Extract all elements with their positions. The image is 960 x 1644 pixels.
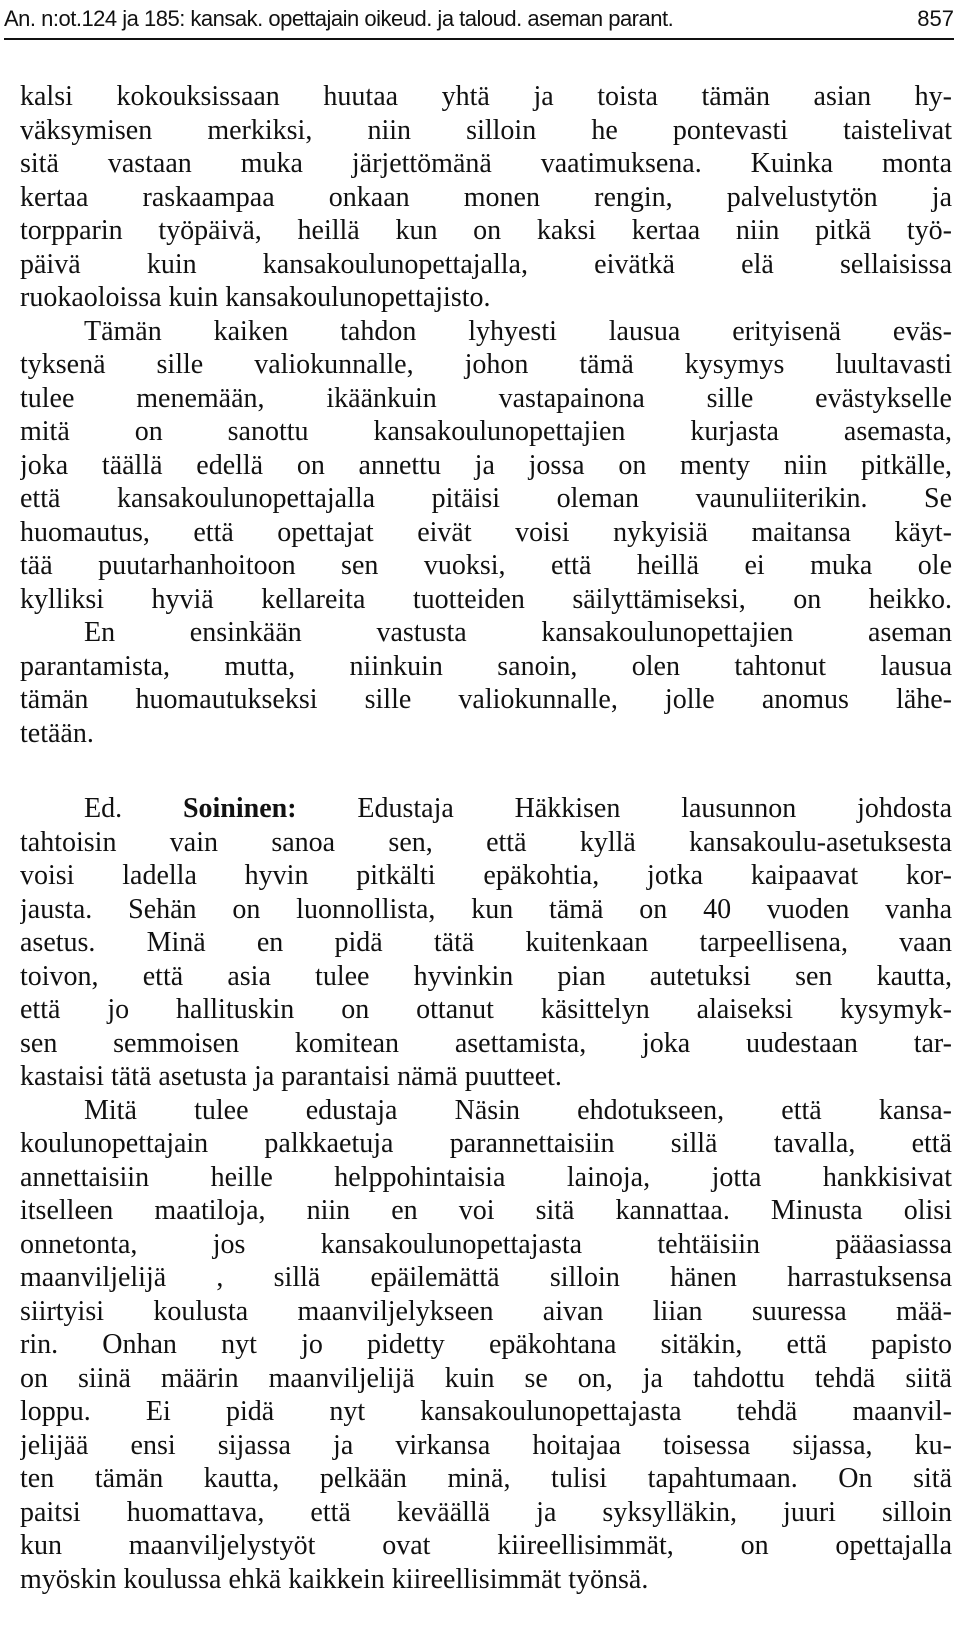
text-line: joka täällä edellä on annettu ja jossa on menty niin pitkälle,	[20, 449, 952, 481]
text-line: väksymisen merkiksi, niin silloin he pontevasti taistelivat	[20, 114, 952, 146]
text-line: jelijää ensi sijassa ja virkansa hoitajaa toisessa sijassa, ku-	[20, 1429, 952, 1461]
header-rule	[4, 38, 954, 40]
speech-first-line	[20, 792, 952, 826]
paragraph-gap	[20, 750, 952, 792]
text-line: kalsi kokouksissaan huutaa yhtä ja toista tämän asian hy-	[20, 81, 952, 112]
text-line: parantamista, mutta, niinkuin sanoin, olen tahtonut lausua	[20, 650, 952, 682]
text-line: tämän huomautukseksi sille valiokunnalle, jolle anomus lähe-	[20, 684, 952, 715]
text-line: En ensinkään vastusta kansakoulunopettajien aseman	[84, 617, 952, 648]
text-line: asetus. Minä en pidä tätä kuitenkaan tarpeellisena, vaan	[20, 927, 952, 958]
text-line: annettaisiin heille helppohintaisia lainoja, jotta hankkisivat	[20, 1161, 952, 1193]
text-line: loppu. Ei pidä nyt kansakoulunopettajasta tehdä maanvil-	[20, 1396, 952, 1427]
text-line: että kansakoulunopettajalla pitäisi oleman vaunuliiterikin. Se	[20, 483, 952, 514]
text-line: siirtyisi koulusta maanviljelykseen aivan liian suuressa mää-	[20, 1295, 952, 1327]
text-line: tulee menemään, ikäänkuin vastapainona sille evästykselle	[20, 382, 952, 414]
text-line: kun maanviljelystyöt ovat kiireellisimmät, on opettajalla	[20, 1530, 952, 1561]
text-line: kastaisi tätä asetusta ja parantaisi nämä puutteet.	[20, 1061, 562, 1092]
text-line: itselleen maatiloja, niin en voi sitä kannattaa. Minusta olisi	[20, 1195, 952, 1226]
running-header-title: An. n:ot.124 ja 185: kansak. opettajain oikeud. ja taloud. aseman parant.	[4, 6, 674, 31]
text-line: tetään.	[20, 717, 94, 749]
text-line: päivä kuin kansakoulunopettajalla, eivätkä elä sellaisissa	[20, 248, 952, 280]
text-line: ten tämän kautta, pelkään minä, tulisi tapahtumaan. On sitä	[20, 1463, 952, 1494]
text-line: sen semmoisen komitean asettamista, joka uudestaan tar-	[20, 1027, 952, 1059]
text-line: paitsi huomattava, että keväällä ja syksylläkin, juuri silloin	[20, 1496, 952, 1528]
text-line: koulunopettajain palkkaetuja parannettaisiin sillä tavalla, että	[20, 1128, 952, 1159]
text-line: jausta. Sehän on luonnollista, kun tämä on 40 vuoden vanha	[20, 893, 952, 925]
body-text	[20, 80, 952, 1596]
text-line: sitä vastaan muka järjettömänä vaatimuksena. Kuinka monta	[20, 148, 952, 179]
text-line: kylliksi hyviä kellareita tuotteiden säilyttämiseksi, on heikko.	[20, 583, 952, 615]
text-line: mitä on sanottu kansakoulunopettajien kurjasta asemasta,	[20, 416, 952, 447]
running-header	[4, 4, 954, 34]
speech-first-line-text: Edustaja Häkkisen lausunnon johdosta	[296, 793, 952, 824]
text-line: tahtoisin vain sanoa sen, että kyllä kansakoulu-asetuksesta	[20, 826, 952, 858]
page-number: 857	[917, 6, 954, 31]
text-line: Mitä tulee edustaja Näsin ehdotukseen, että kansa-	[84, 1094, 952, 1126]
text-line: että jo hallituskin on ottanut käsittelyn alaiseksi kysymyk-	[20, 994, 952, 1025]
text-line: on siinä määrin maanviljelijä kuin se on, ja tahdottu tehdä siitä	[20, 1362, 952, 1394]
text-line: huomautus, että opettajat eivät voisi nykyisiä maitansa käyt-	[20, 516, 952, 548]
text-line: kertaa raskaampaa onkaan monen rengin, palvelustytön ja	[20, 181, 952, 213]
text-line: toivon, että asia tulee hyvinkin pian autetuksi sen kautta,	[20, 960, 952, 992]
text-line: ruokaoloissa kuin kansakoulunopettajisto.	[20, 282, 491, 313]
speaker-name: Soininen:	[182, 793, 297, 824]
text-line: tää puutarhanhoitoon sen vuoksi, että heillä ei muka ole	[20, 550, 952, 581]
text-line: tyksenä sille valiokunnalle, johon tämä kysymys luultavasti	[20, 349, 952, 380]
text-line: torpparin työpäivä, heillä kun on kaksi kertaa niin pitkä työ-	[20, 215, 952, 246]
text-line: Tämän kaiken tahdon lyhyesti lausua erityisenä eväs-	[84, 315, 952, 347]
text-line: maanviljelijä , sillä epäilemättä silloin hänen harrastuksensa	[20, 1262, 952, 1293]
speech-prefix: Ed.	[84, 793, 183, 824]
text-line: voisi ladella hyvin pitkälti epäkohtia, jotka kaipaavat kor-	[20, 860, 952, 891]
text-line: myöskin koulussa ehkä kaikkein kiireellisimmät työnsä.	[20, 1563, 649, 1595]
text-line: onnetonta, jos kansakoulunopettajasta tehtäisiin pääasiassa	[20, 1228, 952, 1260]
text-line: rin. Onhan nyt jo pidetty epäkohtana sitäkin, että papisto	[20, 1329, 952, 1360]
